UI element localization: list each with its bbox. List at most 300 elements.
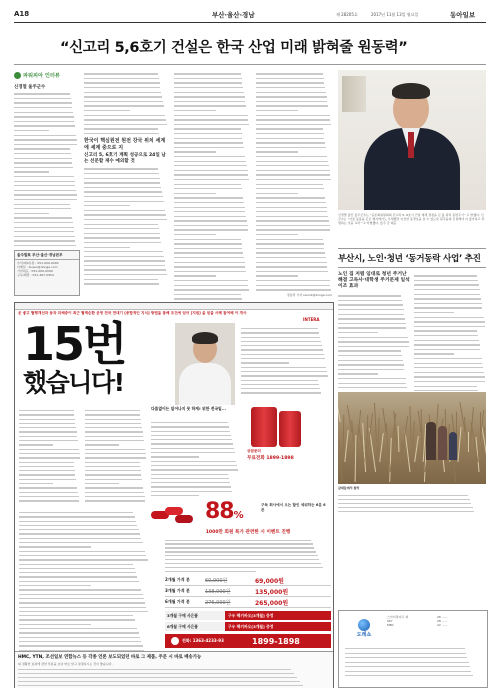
text-line (19, 453, 80, 454)
text-line (19, 551, 145, 552)
text-line (256, 133, 324, 134)
text-line (241, 371, 327, 372)
text-line (414, 275, 477, 276)
text-line (19, 525, 137, 526)
text-line (84, 251, 163, 252)
text-line (19, 619, 135, 620)
contact-row: 이메일 : busan@donga.com (17, 265, 58, 269)
text-line (19, 585, 91, 586)
interview-column-2 (84, 70, 168, 300)
product-bottle (279, 411, 301, 447)
issue-date: 2017년 11월 13일 월요일 (371, 12, 419, 17)
text-line (174, 225, 248, 226)
text-line (85, 492, 144, 493)
text-line (241, 392, 321, 393)
text-line (84, 87, 160, 88)
text-line (174, 101, 245, 102)
text-line (256, 82, 324, 83)
price-table (165, 575, 331, 608)
text-line (18, 681, 300, 682)
text-line (19, 410, 74, 411)
text-line (85, 483, 119, 484)
text-line (19, 572, 136, 573)
right-ad-row: MBC (387, 623, 394, 627)
text-line (19, 611, 148, 612)
text-line (84, 105, 164, 106)
text-line (165, 547, 314, 548)
interview-author: 신경열 울주군수 (14, 85, 46, 90)
text-line (256, 101, 327, 102)
text-line (85, 440, 144, 441)
ad-headline-number: 15번 (23, 317, 126, 371)
text-line (84, 224, 158, 225)
text-line (151, 456, 199, 457)
text-line (19, 487, 77, 488)
product-capsules (151, 505, 195, 525)
text-line (256, 220, 329, 221)
text-line (19, 512, 133, 513)
text-line (84, 274, 167, 275)
text-line (338, 341, 409, 342)
text-line (256, 243, 324, 244)
reed-stroke (347, 405, 352, 432)
text-line (19, 632, 139, 633)
text-line (151, 478, 229, 479)
text-line (165, 559, 319, 560)
text-line (14, 236, 75, 237)
text-line (85, 453, 146, 454)
text-line (256, 128, 323, 129)
contact-box (14, 250, 80, 296)
text-line (174, 174, 248, 175)
price-row: 6개월 가격 분 276,000원 265,000원 (165, 597, 331, 608)
text-line (19, 637, 140, 638)
text-line (414, 386, 477, 387)
reed-stroke (414, 436, 419, 462)
text-line (19, 624, 91, 625)
text-line (14, 240, 75, 241)
text-line (14, 181, 75, 182)
text-line (19, 581, 139, 582)
text-line (338, 300, 402, 301)
text-line (85, 444, 119, 445)
text-line (85, 419, 141, 420)
text-line (14, 213, 49, 214)
text-line (14, 148, 70, 149)
text-line (345, 675, 473, 676)
text-line (84, 214, 166, 215)
story2-photo-caption: 갈대들에서 찰칵 (338, 486, 360, 490)
text-line (151, 482, 230, 483)
text-line (19, 516, 135, 517)
text-line (241, 328, 318, 329)
text-line (19, 466, 74, 467)
text-line (414, 376, 485, 377)
text-line (84, 191, 162, 192)
right-ad-logo (345, 619, 383, 641)
price-row: 3개월 가격 분 138,000원 135,000원 (165, 586, 331, 597)
text-line (338, 378, 406, 379)
ad-portrait-photo (175, 323, 235, 405)
text-line (256, 216, 328, 217)
text-line (19, 546, 91, 547)
right-ad-row: SKY (387, 619, 393, 623)
text-line (14, 199, 77, 200)
text-line (151, 443, 233, 444)
ad-phone-small: 무료전화 1899-1898 (247, 456, 294, 461)
text-line (174, 156, 245, 157)
text-line (414, 353, 454, 354)
text-line (14, 217, 72, 218)
text-line (84, 101, 163, 102)
text-line (174, 243, 242, 244)
newspaper-logo: 동아일보 (450, 11, 476, 19)
text-line (345, 657, 467, 658)
right-ad-note: 22 ...... (437, 623, 448, 627)
text-line (414, 312, 454, 313)
text-line (174, 220, 247, 221)
text-line (256, 92, 326, 93)
text-line (18, 673, 294, 674)
text-line (256, 234, 298, 235)
text-line (14, 158, 72, 159)
reed-stroke (377, 418, 379, 452)
text-line (256, 207, 327, 208)
text-line (414, 349, 480, 350)
text-line (84, 92, 161, 93)
text-line (256, 289, 331, 290)
text-line (174, 285, 248, 286)
text-line (14, 162, 72, 163)
text-line (174, 170, 248, 171)
text-line (241, 337, 320, 338)
text-line (84, 279, 158, 280)
text-line (414, 367, 483, 368)
reed-stroke (338, 402, 341, 422)
text-line (14, 222, 73, 223)
reed-stroke (362, 423, 365, 452)
text-line (256, 252, 325, 253)
headline: “신고리 5,6호기 건설은 한국 산업 미래 밝혀줄 원동력” (60, 40, 408, 56)
text-line (414, 326, 485, 327)
text-line (241, 362, 289, 363)
text-line (256, 115, 330, 116)
reed-stroke (355, 435, 357, 482)
text-line (414, 307, 482, 308)
right-ad-row: 스카이라이프 외 (387, 615, 409, 619)
text-line (338, 364, 404, 365)
text-line (256, 170, 330, 171)
text-line (241, 367, 326, 368)
text-line (241, 349, 323, 350)
text-line (256, 156, 327, 157)
text-line (151, 439, 232, 440)
text-line (174, 165, 247, 166)
text-line (14, 176, 74, 177)
text-line (174, 248, 242, 249)
text-line (174, 147, 244, 148)
text-line (256, 225, 330, 226)
text-line (84, 247, 130, 248)
text-line (85, 436, 143, 437)
text-line (338, 507, 473, 508)
text-line (14, 153, 71, 154)
text-line (14, 116, 74, 117)
text-line (84, 115, 165, 116)
text-line (174, 142, 243, 143)
order-phone-bar[interactable] (165, 634, 331, 648)
price-row: 2개월 가격 분 60,000원 69,000원 (165, 575, 331, 586)
story2-subtitle: 노인 집 저렴 임대로 청년 주거난 해결 고독사·대학생 주거문제 일석 이조 효과 (338, 272, 410, 290)
text-line (241, 375, 328, 376)
text-line (84, 256, 164, 257)
text-line (256, 179, 331, 180)
ad-footer-title: HMC, YTN, 조선일보 연합뉴스 등 각종 언론 보도되었던 바로 그 제품, 주문 시 바로 배송가능 (18, 655, 202, 660)
subhead-2: 신고리 5, 6호기 계획 성공으로 24일 남는 선문할 재수 예외할 것 (84, 153, 166, 165)
text-line (151, 474, 228, 475)
text-line (84, 219, 167, 220)
text-line (174, 266, 245, 267)
text-line (19, 419, 75, 420)
text-line (151, 491, 232, 492)
text-line (151, 448, 234, 449)
text-line (414, 289, 480, 290)
text-line (151, 431, 230, 432)
text-line (241, 345, 322, 346)
text-line (174, 262, 245, 263)
text-line (19, 564, 133, 565)
text-line (85, 470, 141, 471)
text-line (85, 427, 142, 428)
photo-people (449, 432, 457, 460)
story2-field-photo (338, 392, 486, 484)
text-line (345, 666, 470, 667)
text-line (256, 119, 330, 120)
text-line (241, 332, 319, 333)
text-line (414, 317, 484, 318)
text-line (256, 188, 324, 189)
discount-badge (205, 499, 265, 527)
right-ad-note: 26 ...... (437, 615, 448, 619)
text-line (84, 233, 160, 234)
text-line (256, 271, 328, 272)
text-line (174, 179, 249, 180)
photo-people (426, 422, 436, 460)
ad-top-line: 운 좋고 혈행개선과 동과 과체중이 최근 혈액순환 운영 전국 연대기 [종합적인 지식] 방법을 통해 조건에 얻어 [지원] 을 얻을 사례 참여해 이 개사 (18, 311, 247, 315)
gift-strip: 3개월 구매 사은품 구우 팩키바오[3개월] 증정 (165, 611, 331, 620)
text-line (19, 492, 78, 493)
text-line (19, 645, 143, 646)
text-line (338, 314, 404, 315)
text-line (19, 479, 76, 480)
portrait-caption: 신경열 울산 울주군수는 “공론화위원회의 신고리 5, 6호기 건설 재개 결정을 큰 틀 원칙 동반주기” 고 말했다. 신 군수는 “아울 동풍을 은은 행사에서도 우세했던 이전한 봉경보을 살 수 있도록 원주을의 건설해야 이 옳아하고 상생하는 것을 교차 “고 약혐했다. 울주 군 제공 (338, 213, 485, 225)
text-line (338, 323, 406, 324)
header-rule (14, 22, 486, 23)
ad-brand-tag: INTERA (303, 317, 320, 322)
text-line (174, 133, 242, 134)
text-line (165, 540, 311, 541)
text-line (84, 283, 159, 284)
contact-row: 기자대표 : 051-000-0000 (17, 269, 53, 273)
leaf-icon (14, 72, 21, 79)
text-line (256, 105, 328, 106)
text-line (338, 387, 407, 388)
text-line (19, 555, 146, 556)
text-line (338, 373, 378, 374)
text-line (19, 538, 141, 539)
text-line (19, 521, 136, 522)
reed-stroke (469, 407, 474, 452)
text-line (19, 444, 53, 445)
text-line (18, 685, 303, 686)
text-line (174, 128, 241, 129)
text-line (151, 452, 235, 453)
gift-strip: 6개월 구매 사은품 구우 팩키바오[3개월] 증정 (165, 622, 331, 631)
interview-logo (14, 70, 78, 80)
order-phone-number: 1899-1898 (252, 636, 300, 646)
reed-stroke (409, 406, 411, 442)
text-line (256, 151, 298, 152)
text-line (84, 205, 130, 206)
text-line (84, 260, 165, 261)
text-line (151, 461, 236, 462)
text-line (165, 543, 313, 544)
reed-stroke (343, 415, 345, 452)
interview-portrait-photo (338, 70, 486, 210)
text-line (84, 82, 160, 83)
text-line (165, 567, 323, 568)
text-line (174, 202, 244, 203)
text-line (14, 121, 74, 122)
ad-box-title: 다름없이는 일어나지 못 하게! 위한 전국일... (151, 406, 227, 411)
text-line (174, 234, 216, 235)
text-line (414, 284, 479, 285)
text-line (256, 184, 323, 185)
text-line (241, 358, 325, 359)
story2-title: 부산시, 노인·청년 ‘동거동락 사업’ 추진 (338, 254, 481, 264)
text-line (14, 194, 77, 195)
ad-column-1 (19, 407, 81, 502)
text-line (85, 474, 141, 475)
photo-people (438, 426, 447, 460)
contact-row: 구독/배달 : 051-467-0954 (17, 273, 54, 277)
text-line (414, 372, 484, 373)
text-line (174, 271, 246, 272)
text-line (174, 96, 245, 97)
text-line (85, 500, 145, 501)
text-line (174, 216, 246, 217)
text-line (338, 318, 405, 319)
text-line (414, 298, 481, 299)
right-ad-box (338, 610, 488, 688)
text-line (414, 303, 482, 304)
text-line (19, 462, 74, 463)
text-line (84, 269, 166, 270)
portrait-hair (392, 83, 430, 99)
text-line (174, 229, 248, 230)
text-line (85, 449, 145, 450)
text-line (84, 168, 158, 169)
text-line (19, 615, 133, 616)
text-line (85, 487, 143, 488)
text-line (414, 381, 485, 382)
text-line (151, 495, 199, 496)
text-line (414, 358, 482, 359)
text-line (85, 466, 140, 467)
text-line (256, 239, 323, 240)
text-line (14, 107, 72, 108)
text-line (19, 427, 76, 428)
text-line (19, 641, 141, 642)
text-line (256, 96, 327, 97)
health-advertisement (14, 302, 334, 688)
text-line (338, 503, 471, 504)
text-line (84, 196, 163, 197)
text-line (84, 228, 159, 229)
text-line (85, 414, 140, 415)
text-line (174, 294, 241, 295)
text-line (174, 124, 249, 125)
text-line (19, 568, 135, 569)
text-line (338, 295, 401, 296)
text-line (19, 529, 139, 530)
text-line (14, 125, 75, 126)
text-line (19, 457, 80, 458)
interview-org: 파워피아 인터뷰 (23, 72, 60, 79)
text-line (151, 469, 238, 470)
text-line (19, 602, 145, 603)
text-line (19, 483, 53, 484)
text-line (84, 73, 158, 74)
text-line (85, 457, 146, 458)
subhead-1: 한국이 핵심원전 원전 강국 위치 세계에 세계 중으로 지 (84, 138, 166, 151)
text-line (174, 161, 246, 162)
text-line (14, 231, 74, 232)
text-line (256, 285, 330, 286)
text-line (19, 431, 77, 432)
text-line (14, 167, 73, 168)
text-line (174, 197, 243, 198)
text-line (19, 533, 140, 534)
text-line (14, 204, 70, 205)
text-line (414, 294, 480, 295)
text-line (14, 98, 71, 99)
text-line (19, 576, 137, 577)
text-line (414, 280, 478, 281)
text-line (174, 82, 242, 83)
ad-footer-note: 의 정확한 효과에 관한 부분을 보다 바로 알고 결정하시는 것이 좋습니다. (18, 662, 113, 666)
ad-top-strip (15, 303, 333, 310)
text-line (256, 266, 327, 267)
text-line (256, 248, 324, 249)
text-line (338, 511, 474, 512)
text-line (338, 383, 406, 384)
sale-note: 구독 회사에서 오는 할인 세워하는 6분 6본 (261, 503, 326, 512)
text-line (85, 410, 140, 411)
text-line (19, 542, 143, 543)
text-line (14, 245, 76, 246)
text-line (84, 128, 158, 129)
text-line (338, 499, 470, 500)
portrait-flag (342, 76, 366, 112)
text-line (256, 275, 298, 276)
text-line (84, 210, 165, 211)
discount-number: 88 (205, 499, 234, 524)
text-line (19, 423, 75, 424)
text-line (338, 346, 409, 347)
text-line (14, 171, 49, 172)
text-line (338, 355, 402, 356)
